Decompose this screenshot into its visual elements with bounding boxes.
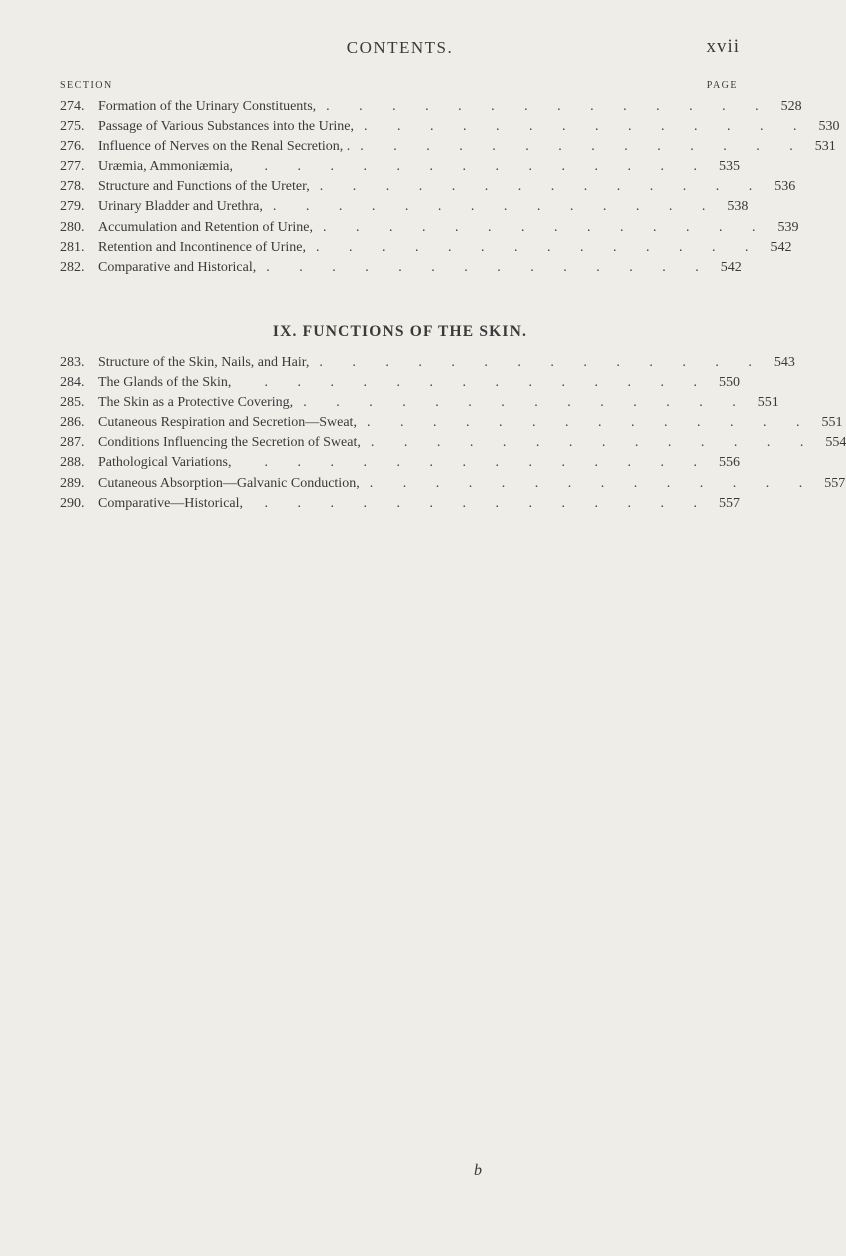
entry-page-number: 535 [719,159,740,175]
dot-leader: . . . . . . . . . . . . . . [315,239,762,255]
toc-entry [60,197,749,217]
entry-page-number: 528 [780,99,802,114]
entry-title: Pathological Variations, [98,455,232,471]
section-number: 281. [60,239,85,255]
entry-page-number: 539 [777,219,799,235]
entry-page-number: 542 [720,259,742,275]
contents-list-skin [60,353,846,514]
dot-leader: . . . . . . . . . . . . . . [319,355,765,370]
toc-entry [60,218,799,238]
section-number: 275. [60,119,85,135]
toc-entry [60,238,792,258]
dot-leader: . . . . . . . . . . . . . . [264,159,710,175]
section-number: 277. [60,159,85,175]
entry-title: Retention and Incontinence of Urine, [98,239,306,255]
dot-leader: . . . . . . . . . . . . . . [264,495,710,511]
entry-page-number: 554 [825,435,846,451]
entry-title: Cutaneous Respiration and Secretion—Sweat, [98,415,357,431]
toc-entry [60,258,740,278]
entry-title: Conditions Influencing the Secretion of Sweat, [98,435,361,451]
toc-entry [60,353,795,373]
entry-title: Comparative and Historical, [98,259,257,275]
section-number: 287. [60,435,85,451]
section-number: 279. [60,199,85,215]
entry-page-number: 542 [770,239,792,255]
entry-page-number: 551 [757,395,779,411]
toc-entry [60,373,740,393]
dot-leader: . . . . . . . . . . . . . . [303,395,749,411]
toc-entry [60,137,836,157]
section-number: 286. [60,415,85,431]
entry-title: The Skin as a Protective Covering, [98,395,294,411]
section-number: 285. [60,395,85,411]
toc-entry [60,157,740,177]
dot-leader: . . . . . . . . . . . . . . [264,455,710,471]
entry-title: Comparative—Historical, [98,495,244,511]
dot-leader: . . . . . . . . . . . . . . [369,475,816,491]
entry-page-number: 557 [824,475,846,491]
entry-title: Formation of the Urinary Constituents, [98,99,317,114]
section-heading: IX. FUNCTIONS OF THE SKIN. [272,323,528,340]
entry-page-number: 538 [727,199,749,215]
section-number: 284. [60,375,85,391]
dot-leader: . . . . . . . . . . . . . . [266,259,712,275]
section-number: 278. [60,179,85,195]
section-number: 290. [60,495,85,511]
dot-leader: . . . . . . . . . . . . . . [363,119,810,135]
entry-title: Accumulation and Retention of Urine, [98,219,313,235]
entry-title: Uræmia, Ammoniæmia, [98,159,233,175]
page-title: CONTENTS. [346,38,454,57]
entry-title: Structure of the Skin, Nails, and Hair, [98,355,310,370]
dot-leader: . . . . . . . . . . . . . . [370,435,817,451]
page-number: xvii [706,36,740,57]
dot-leader: . . . . . . . . . . . . . . [360,139,806,155]
entry-title: Structure and Functions of the Ureter, [98,179,310,195]
toc-entry [60,494,740,514]
section-number: 280. [60,219,85,235]
toc-entry [60,97,802,117]
entry-page-number: 530 [818,119,840,135]
dot-leader: . . . . . . . . . . . . . . [323,219,769,235]
signature-mark: b [474,1162,482,1179]
section-number: 288. [60,455,85,471]
entry-page-number: 551 [821,415,843,431]
toc-entry [60,453,740,473]
entry-page-number: 556 [719,455,740,471]
section-number: 274. [60,99,85,114]
section-number: 282. [60,259,85,275]
running-head [0,34,800,64]
dot-leader: . . . . . . . . . . . . . . [264,375,710,391]
entry-title: Urinary Bladder and Urethra, [98,199,263,215]
entry-title: The Glands of the Skin, [98,375,232,391]
entry-page-number: 543 [773,355,795,370]
section-number: 276. [60,139,85,155]
toc-entry [60,177,796,197]
entry-page-number: 550 [719,375,740,391]
page-column-label: PAGE [706,80,738,91]
entry-page-number: 531 [814,139,836,155]
toc-entry [60,117,840,137]
toc-entry [60,433,846,453]
dot-leader: . . . . . . . . . . . . . . [319,179,766,195]
toc-entry [60,413,843,433]
dot-leader: . . . . . . . . . . . . . . [366,415,813,431]
toc-entry [60,474,846,494]
section-number: 283. [60,355,85,370]
entry-title: Passage of Various Substances into the Urine, [98,119,354,135]
entry-title: Cutaneous Absorption—Galvanic Conduction, [98,475,360,491]
section-column-label: SECTION [60,80,113,91]
toc-entry [60,393,779,413]
entry-page-number: 536 [774,179,796,195]
entry-title: Influence of Nerves on the Renal Secretion, . [98,139,351,155]
dot-leader: . . . . . . . . . . . . . . [326,99,772,114]
contents-list-urine [60,97,840,278]
column-headings [0,80,800,96]
dot-leader: . . . . . . . . . . . . . . [272,199,719,215]
section-number: 289. [60,475,85,491]
entry-page-number: 557 [719,495,740,511]
